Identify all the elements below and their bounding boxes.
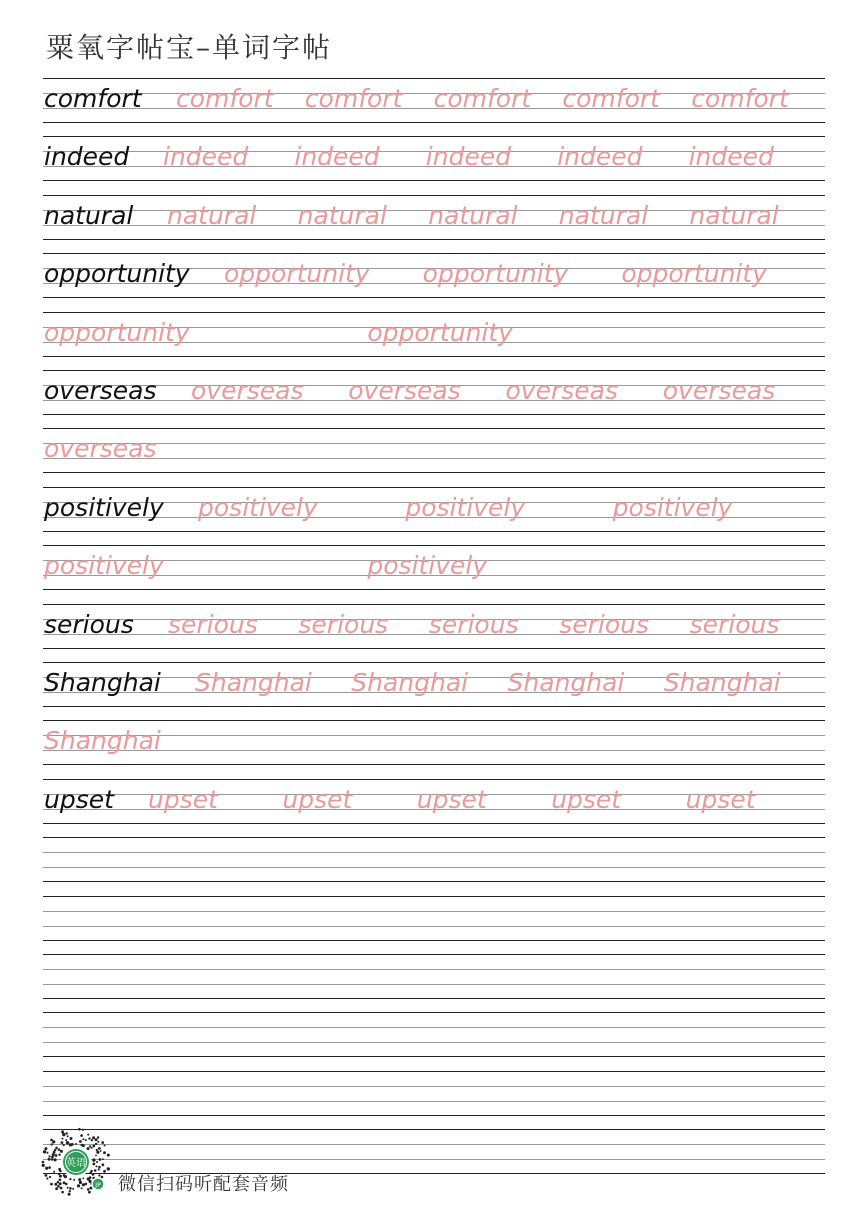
trace-word: Shanghai (351, 668, 469, 697)
trace-word: opportunity (621, 259, 767, 289)
guide-line-top (43, 604, 825, 605)
trace-word: Shanghai (44, 726, 161, 756)
model-word: Shanghai (44, 668, 161, 697)
guide-line-upper (43, 852, 825, 853)
guide-line-upper (43, 1027, 825, 1028)
trace-word: upset (551, 784, 622, 814)
footer-caption: 微信扫码听配套音频 (118, 1174, 289, 1195)
trace-word: positively (44, 551, 164, 581)
guide-line-bottom (43, 589, 825, 590)
model-word: overseas (44, 376, 157, 405)
trace-word: comfort (304, 84, 403, 113)
trace-word: indeed (688, 142, 774, 172)
guide-line-bottom (43, 823, 825, 824)
guide-line-upper (43, 969, 825, 970)
trace-word: indeed (294, 142, 380, 172)
trace-word: positively (198, 492, 318, 522)
trace-word: overseas (44, 434, 157, 464)
guide-line-bottom (43, 414, 825, 415)
trace-word: natural (297, 200, 387, 230)
trace-word: opportunity (224, 259, 370, 289)
guide-line-upper (43, 911, 825, 912)
trace-word: overseas (191, 376, 304, 405)
guide-line-bottom (43, 1056, 825, 1057)
model-word: upset (44, 784, 114, 814)
trace-word: opportunity (44, 317, 190, 347)
guide-line-top (43, 545, 825, 546)
guide-line-base (43, 1101, 825, 1102)
trace-word: serious (428, 609, 519, 639)
guide-line-bottom (43, 764, 825, 765)
guide-line-bottom (43, 881, 825, 882)
guide-line-top (43, 720, 825, 721)
guide-line-bottom (43, 356, 825, 357)
guide-line-bottom (43, 531, 825, 532)
guide-line-bottom (43, 1115, 825, 1116)
guide-line-top (43, 253, 825, 254)
guide-line-base (43, 984, 825, 985)
guide-line-top (43, 954, 825, 955)
trace-word: positively (612, 492, 733, 522)
trace-word: Shanghai (195, 668, 312, 697)
qr-badge-text: 英语 (66, 1158, 86, 1169)
trace-word: natural (689, 200, 779, 230)
trace-word: upset (148, 784, 218, 814)
guide-line-top (43, 428, 825, 429)
trace-word: serious (298, 609, 389, 639)
trace-word: comfort (562, 84, 660, 113)
trace-word: natural (558, 200, 649, 230)
trace-word: natural (167, 200, 257, 230)
guide-line-top (43, 312, 825, 313)
trace-word: comfort (433, 84, 532, 113)
guide-line-bottom (43, 472, 825, 473)
trace-word: serious (689, 609, 780, 639)
guide-line-top (43, 136, 825, 137)
footer (40, 1126, 440, 1206)
trace-word: overseas (348, 376, 461, 405)
guide-line-top (43, 1071, 825, 1072)
qr-corner-text: JP (95, 1182, 101, 1189)
guide-line-top (43, 896, 825, 897)
trace-word: comfort (176, 84, 274, 113)
model-word: serious (44, 609, 134, 639)
trace-word: positively (367, 551, 488, 581)
trace-word: serious (559, 609, 649, 639)
guide-line-bottom (43, 239, 825, 240)
guide-line-bottom (43, 940, 825, 941)
guide-line-top (43, 78, 825, 79)
guide-line-top (43, 1012, 825, 1013)
guide-line-bottom (43, 648, 825, 649)
trace-word: upset (282, 784, 353, 814)
trace-word: comfort (691, 84, 789, 113)
trace-word: Shanghai (663, 668, 781, 697)
guide-line-upper (43, 1086, 825, 1087)
guide-line-top (43, 487, 825, 488)
guide-line-top (43, 779, 825, 780)
qr-code-icon[interactable] (40, 1126, 112, 1198)
guide-line-top (43, 837, 825, 838)
model-word: indeed (44, 142, 130, 172)
model-word: comfort (44, 84, 142, 113)
trace-word: natural (428, 200, 518, 230)
trace-word: Shanghai (507, 668, 625, 697)
guide-line-upper (43, 443, 825, 444)
guide-line-top (43, 195, 825, 196)
guide-line-base (43, 1042, 825, 1043)
guide-line-top (43, 370, 825, 371)
guide-line-top (43, 662, 825, 663)
guide-line-base (43, 867, 825, 868)
page-title: 粟氧字帖宝–单词字帖 (46, 31, 333, 64)
model-word: positively (44, 492, 164, 522)
guide-line-bottom (43, 706, 825, 707)
trace-word: indeed (557, 142, 643, 172)
guide-line-bottom (43, 297, 825, 298)
trace-word: upset (685, 784, 756, 814)
model-word: opportunity (44, 259, 190, 289)
guide-line-base (43, 926, 825, 927)
trace-word: indeed (163, 142, 249, 172)
trace-word: opportunity (422, 259, 569, 289)
guide-line-bottom (43, 998, 825, 999)
trace-word: overseas (662, 376, 776, 405)
model-word: natural (44, 200, 134, 230)
trace-word: positively (405, 492, 526, 522)
trace-word: upset (416, 784, 487, 814)
guide-line-bottom (43, 122, 825, 123)
trace-word: overseas (505, 376, 618, 405)
trace-word: opportunity (367, 317, 513, 347)
guide-line-bottom (43, 180, 825, 181)
guide-line-base (43, 458, 825, 459)
trace-word: indeed (425, 142, 512, 172)
trace-word: serious (168, 609, 258, 639)
